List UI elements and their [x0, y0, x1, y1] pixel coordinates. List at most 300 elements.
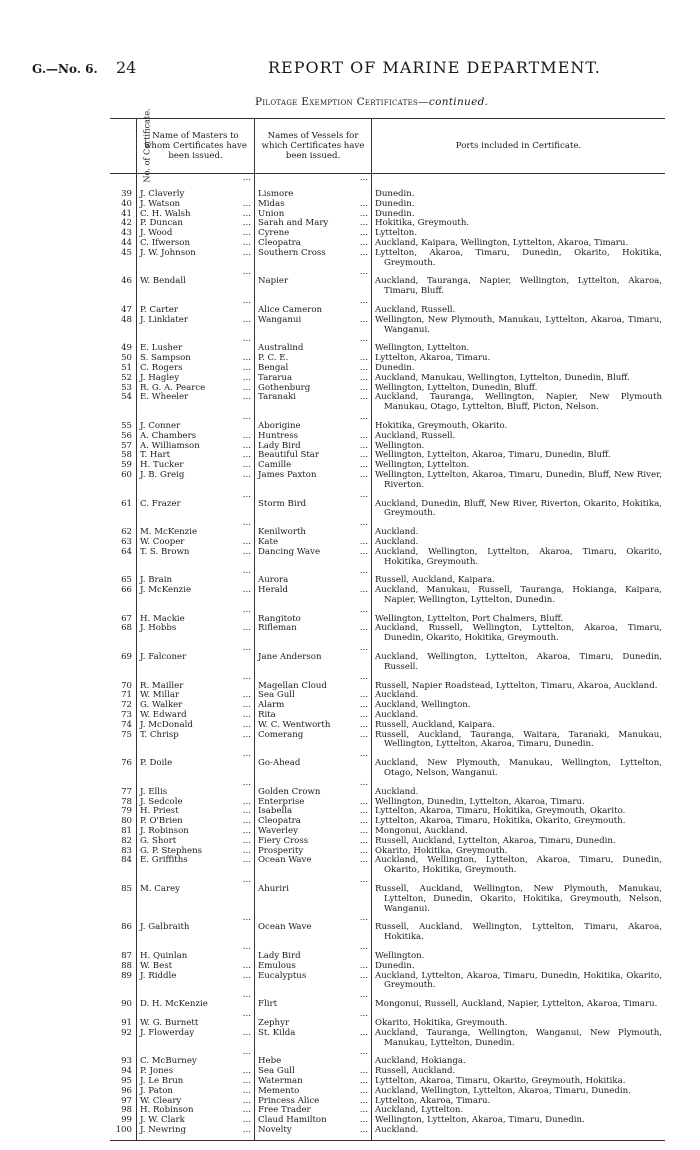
table-row: [110, 519, 665, 538]
leader-dots: ...: [242, 835, 251, 846]
table-row: [110, 586, 665, 606]
leader-dots: ...: [242, 777, 251, 788]
certificate-number: 80: [110, 817, 137, 827]
leader-dots: ...: [359, 1085, 368, 1096]
vessel-cell: [255, 943, 372, 962]
ports-text: Hokitika, Greymouth.: [375, 218, 470, 229]
leader-dots: ...: [242, 960, 251, 971]
leader-dots: ...: [359, 1115, 368, 1126]
master-name: J. Sedcole: [140, 796, 183, 807]
certificate-number: 93: [110, 1048, 137, 1067]
leader-dots: ...: [242, 411, 251, 422]
leader-dots: ...: [359, 518, 368, 529]
leader-dots: ...: [359, 700, 368, 711]
master-name: J. Le Brun: [140, 1075, 184, 1086]
vessel-name: Jane Anderson: [258, 652, 322, 663]
vessel-cell: [255, 972, 372, 992]
ports-text: Lyttelton.: [375, 228, 418, 239]
ports-cell: [372, 943, 666, 962]
master-cell: [137, 335, 255, 354]
leader-dots: ...: [359, 806, 368, 817]
ports-cell: [372, 413, 666, 432]
ports-cell: [372, 779, 666, 798]
master-name: C. Frazer: [140, 498, 181, 509]
leader-dots: ...: [242, 990, 251, 1001]
table-row: [110, 673, 665, 692]
vessel-name: Enterprise: [258, 796, 305, 807]
vessel-name: Wanganui: [258, 314, 302, 325]
leader-dots: ...: [242, 826, 251, 837]
master-name: J. Hobbs: [140, 623, 177, 634]
table-row: [110, 491, 665, 520]
table-caption: [255, 96, 488, 108]
certificate-number: 69: [110, 644, 137, 673]
leader-dots: ...: [359, 1066, 368, 1077]
ports-cell: [372, 519, 666, 538]
certificate-number: 75: [110, 731, 137, 751]
leader-dots: ...: [359, 826, 368, 837]
ports-text: Wellington, Lyttelton, Akaroa, Timaru, Dunedin, Bluff, New River, Riverton.: [375, 469, 662, 490]
leader-dots: ...: [242, 1047, 251, 1058]
leader-dots: ...: [242, 566, 251, 577]
vessel-name: Waterman: [258, 1075, 303, 1086]
ports-text: Auckland.: [375, 786, 419, 797]
master-name: W. Millar: [140, 690, 180, 701]
master-cell: [137, 393, 255, 413]
vessel-name: Waverley: [258, 826, 298, 837]
leader-dots: ...: [359, 411, 368, 422]
certificate-number: 85: [110, 876, 137, 914]
leader-dots: ...: [242, 460, 251, 471]
ports-text: Russell, Auckland.: [375, 1066, 456, 1077]
master-name: P. Doile: [140, 758, 173, 769]
leader-dots: ...: [242, 845, 251, 856]
ports-cell: [372, 393, 666, 413]
leader-dots: ...: [359, 450, 368, 461]
vessel-name: Magellan Cloud: [258, 680, 327, 691]
vessel-cell: [255, 297, 372, 316]
table-row: [110, 297, 665, 316]
certificate-number: 65: [110, 567, 137, 586]
vessel-name: Flirt: [258, 999, 278, 1010]
ports-text: Russell, Auckland, Kaipara.: [375, 719, 495, 730]
vessel-name: Kenilworth: [258, 527, 306, 538]
page-number: 24: [116, 58, 137, 77]
vessel-cell: [255, 991, 372, 1010]
leader-dots: ...: [359, 1105, 368, 1116]
master-cell: [137, 548, 255, 568]
master-name: W. Cooper: [140, 536, 185, 547]
leader-dots: ...: [242, 440, 251, 451]
leader-dots: ...: [242, 334, 251, 345]
ports-text: Russell, Auckland, Lyttelton, Akaroa, Timaru, Dunedin.: [375, 835, 616, 846]
vessel-cell: [255, 624, 372, 644]
master-cell: [137, 876, 255, 914]
table-row: [110, 567, 665, 586]
ports-text: Dunedin.: [375, 189, 415, 199]
leader-dots: ...: [359, 546, 368, 557]
master-name: J. Linklater: [140, 314, 188, 325]
master-name: C. Ifwerson: [140, 237, 190, 248]
certificate-number: 41: [110, 210, 137, 220]
certificate-number: 68: [110, 624, 137, 644]
leader-dots: ...: [359, 816, 368, 827]
leader-dots: ...: [242, 198, 251, 209]
leader-dots: ...: [242, 518, 251, 529]
leader-dots: ...: [242, 430, 251, 441]
leader-dots: ...: [359, 314, 368, 325]
ports-text: Auckland.: [375, 710, 419, 721]
ports-text: Wellington, Lyttelton.: [375, 460, 470, 471]
certificate-number: 72: [110, 701, 137, 711]
ports-text: Auckland.: [375, 690, 419, 701]
table-row: [110, 943, 665, 962]
master-name: W. Best: [140, 960, 173, 971]
vessel-cell: [255, 1010, 372, 1029]
table-row: [110, 316, 665, 336]
column-header-number: No. of Certificate.: [110, 119, 137, 174]
vessel-name: Ocean Wave: [258, 922, 312, 933]
master-name: W. Edward: [140, 710, 187, 721]
master-cell: [137, 316, 255, 336]
master-name: J. Riddle: [140, 970, 177, 981]
ports-text: Dunedin.: [375, 198, 415, 209]
ports-text: Hokitika, Greymouth, Okarito.: [375, 420, 508, 431]
ports-cell: [372, 1126, 666, 1140]
leader-dots: ...: [242, 267, 251, 278]
certificate-number: 45: [110, 249, 137, 269]
ports-text: Wellington, New Plymouth, Manukau, Lyttelton, Akaroa, Timaru, Wanganui.: [375, 314, 662, 335]
leader-dots: ...: [242, 372, 251, 383]
leader-dots: ...: [242, 942, 251, 952]
master-name: E. Griffiths: [140, 855, 188, 866]
vessel-name: Sarah and Mary: [258, 218, 329, 229]
table-row: [110, 856, 665, 876]
leader-dots: ...: [359, 1075, 368, 1086]
vessel-name: Aborigine: [258, 420, 301, 431]
ports-text: Wellington, Lyttelton.: [375, 343, 470, 354]
leader-dots: ...: [242, 806, 251, 817]
ports-cell: [372, 335, 666, 354]
leader-dots: ...: [242, 295, 251, 306]
master-name: E. Wheeler: [140, 392, 189, 403]
vessel-name: Rangitoto: [258, 613, 301, 624]
vessel-cell: [255, 876, 372, 914]
leader-dots: ...: [242, 700, 251, 711]
leader-dots: ...: [242, 1066, 251, 1077]
ports-cell: [372, 491, 666, 520]
ports-text: Auckland, Kaipara, Wellington, Lyttelton, Akaroa, Timaru.: [375, 237, 629, 248]
vessel-name: Cleopatra: [258, 816, 301, 827]
table-row: [110, 644, 665, 673]
leader-dots: ...: [359, 295, 368, 306]
table-row: [110, 624, 665, 644]
leader-dots: ...: [242, 585, 251, 596]
ports-cell: [372, 567, 666, 586]
vessel-cell: [255, 644, 372, 673]
leader-dots: ...: [359, 536, 368, 547]
leader-dots: ...: [242, 690, 251, 701]
certificate-number: 56: [110, 432, 137, 442]
ports-text: Russell, Auckland, Kaipara.: [375, 575, 495, 586]
certificate-number: 53: [110, 384, 137, 394]
leader-dots: ...: [242, 1095, 251, 1106]
certificate-number: 42: [110, 219, 137, 229]
certificate-number: 73: [110, 711, 137, 721]
certificate-number: 49: [110, 335, 137, 354]
master-name: J. B. Greig: [140, 469, 185, 480]
ports-text: Lyttelton, Akaroa, Timaru, Dunedin, Okarito, Hokitika, Greymouth.: [375, 247, 662, 268]
table-body: [110, 174, 665, 1141]
vessel-name: Gothenburg: [258, 382, 311, 393]
leader-dots: ...: [359, 942, 368, 952]
leader-dots: ...: [242, 729, 251, 740]
certificate-number: 62: [110, 519, 137, 538]
ports-cell: [372, 200, 666, 210]
leader-dots: ...: [242, 489, 251, 500]
vessel-name: Claud Hamilton: [258, 1115, 327, 1126]
table-row: [110, 1126, 665, 1140]
leader-dots: ...: [359, 228, 368, 239]
master-name: W. G. Burnett: [140, 1017, 199, 1028]
vessel-name: Hebe: [258, 1056, 282, 1067]
leader-dots: ...: [242, 1115, 251, 1126]
leader-dots: ...: [359, 440, 368, 451]
vessel-name: P. C. E.: [258, 353, 289, 364]
vessel-cell: [255, 673, 372, 692]
vessel-cell: [255, 393, 372, 413]
vessel-name: Southern Cross: [258, 247, 326, 258]
vessel-cell: [255, 471, 372, 491]
vessel-name: Memento: [258, 1085, 300, 1096]
ports-text: Russell, Auckland, Tauranga, Waitara, Taranaki, Manukau, Wellington, Lyttelton, Akaroa, Timaru, Dunedin.: [375, 729, 662, 750]
vessel-name: Fiery Cross: [258, 835, 309, 846]
master-cell: [137, 731, 255, 751]
vessel-cell: [255, 914, 372, 943]
certificate-number: 44: [110, 239, 137, 249]
leader-dots: ...: [242, 749, 251, 760]
master-name: J. Paton: [140, 1085, 173, 1096]
ports-cell: [372, 1029, 666, 1049]
master-cell: [137, 586, 255, 606]
vessel-cell: [255, 1048, 372, 1067]
ports-text: Russell, Auckland, Wellington, New Plymouth, Manukau, Lyttelton, Dunedin, Okarito, Hokitika, Greymouth, Nelson, Wanganui.: [375, 884, 662, 914]
vessel-name: Tararua: [258, 372, 293, 383]
leader-dots: ...: [359, 1027, 368, 1038]
ports-cell: [372, 316, 666, 336]
leader-dots: ...: [242, 392, 251, 403]
document-reference: G.—No. 6.: [32, 62, 98, 76]
master-cell: [137, 606, 255, 625]
leader-dots: ...: [359, 198, 368, 209]
table-row: [110, 268, 665, 297]
vessel-cell: [255, 316, 372, 336]
certificate-number: 99: [110, 1116, 137, 1126]
master-cell: [137, 491, 255, 520]
vessel-name: Ocean Wave: [258, 855, 312, 866]
leader-dots: ...: [242, 450, 251, 461]
ports-text: Auckland, Manukau, Russell, Tauranga, Hokianga, Kaipara, Napier, Wellington, Lyttelton, Dunedin.: [375, 585, 662, 605]
vessel-name: Comerang: [258, 729, 304, 740]
vessel-name: Union: [258, 208, 285, 219]
table-row: [110, 393, 665, 413]
leader-dots: ...: [359, 1124, 368, 1135]
vessel-cell: [255, 491, 372, 520]
leader-dots: ...: [242, 719, 251, 730]
ports-cell: [372, 856, 666, 876]
leader-dots: ...: [242, 237, 251, 248]
table-row: [110, 413, 665, 432]
ports-text: Wellington.: [375, 951, 425, 961]
ports-text: Russell, Napier Roadstead, Lyttelton, Timaru, Akaroa, Auckland.: [375, 680, 658, 691]
ports-cell: [372, 914, 666, 943]
master-cell: [137, 673, 255, 692]
vessel-name: W. C. Wentworth: [258, 719, 331, 730]
ports-text: Auckland, Lyttelton.: [375, 1105, 464, 1116]
certificate-number: 70: [110, 673, 137, 692]
ports-cell: [372, 644, 666, 673]
leader-dots: ...: [359, 1095, 368, 1106]
certificate-number: 57: [110, 442, 137, 452]
ports-cell: [372, 731, 666, 751]
vessel-name: Golden Crown: [258, 786, 321, 797]
ports-text: Auckland.: [375, 536, 419, 547]
table-row: [110, 1010, 665, 1029]
leader-dots: ...: [359, 1047, 368, 1058]
ports-text: Wellington, Lyttelton, Akaroa, Timaru, Dunedin, Bluff.: [375, 450, 611, 461]
ports-text: Auckland.: [375, 1124, 419, 1135]
vessel-name: Rifleman: [258, 623, 297, 634]
ports-cell: [372, 972, 666, 992]
master-name: T. S. Brown: [140, 546, 190, 557]
table-row: [110, 779, 665, 798]
vessel-cell: [255, 567, 372, 586]
vessel-name: Sea Gull: [258, 1066, 295, 1077]
master-name: J. Newring: [140, 1124, 187, 1135]
ports-text: Auckland, Wellington, Lyttelton, Akaroa, Timaru, Dunedin, Okarito, Hokitika, Greymouth.: [375, 855, 662, 876]
master-name: J. Brain: [140, 575, 173, 586]
leader-dots: ...: [359, 777, 368, 788]
leader-dots: ...: [359, 430, 368, 441]
certificate-number: 64: [110, 548, 137, 568]
certificate-number: 60: [110, 471, 137, 491]
leader-dots: ...: [242, 1105, 251, 1116]
master-name: J. Claverly: [140, 189, 185, 199]
master-name: J. Falconer: [140, 652, 187, 663]
ports-cell: [372, 268, 666, 297]
vessel-name: Huntress: [258, 430, 299, 441]
certificate-number: 51: [110, 364, 137, 374]
certificate-number: 98: [110, 1106, 137, 1116]
ports-text: Wellington, Dunedin, Lyttelton, Akaroa, Timaru.: [375, 796, 585, 807]
certificate-number: 48: [110, 316, 137, 336]
certificate-number: 78: [110, 798, 137, 808]
master-name: M. McKenzie: [140, 527, 198, 538]
master-name: R. Mailler: [140, 680, 184, 691]
master-name: J. Galbraith: [140, 922, 190, 933]
vessel-name: Camille: [258, 460, 292, 471]
master-name: D. H. McKenzie: [140, 999, 208, 1010]
master-name: H. Quinlan: [140, 951, 188, 961]
vessel-cell: [255, 335, 372, 354]
ports-text: Russell, Auckland, Wellington, Lyttelton, Timaru, Akaroa, Hokitika.: [375, 922, 662, 943]
vessel-cell: [255, 586, 372, 606]
vessel-cell: [255, 548, 372, 568]
ports-text: Okarito, Hokitika, Greymouth.: [375, 1017, 508, 1028]
master-name: W. Bendall: [140, 276, 186, 287]
leader-dots: ...: [242, 469, 251, 480]
leader-dots: ...: [359, 970, 368, 981]
ports-text: Wellington, Lyttelton, Port Chalmers, Bluff.: [375, 613, 564, 624]
ports-text: Lyttelton, Akaroa, Timaru.: [375, 353, 491, 364]
master-cell: [137, 972, 255, 992]
leader-dots: ...: [359, 237, 368, 248]
leader-dots: ...: [242, 1008, 251, 1019]
ports-text: Auckland, Hokianga.: [375, 1056, 466, 1067]
ports-text: Auckland, Wellington, Lyttelton, Akaroa, Timaru, Dunedin.: [375, 1085, 631, 1096]
certificate-number: 90: [110, 991, 137, 1010]
leader-dots: ...: [242, 218, 251, 229]
master-name: J. Conner: [140, 420, 181, 431]
vessel-name: Lady Bird: [258, 440, 301, 451]
vessel-name: Isabella: [258, 806, 293, 817]
vessel-name: Lismore: [258, 189, 294, 199]
leader-dots: ...: [242, 382, 251, 393]
vessel-cell: [255, 731, 372, 751]
column-header-vessel: Names of Vessels for which Certificates have been issued.: [255, 119, 372, 174]
master-name: C. Rogers: [140, 362, 183, 373]
certificate-number: 95: [110, 1077, 137, 1087]
certificate-number: 86: [110, 914, 137, 943]
master-cell: [137, 779, 255, 798]
table-row: [110, 876, 665, 914]
leader-dots: ...: [242, 875, 251, 886]
certificate-number: 81: [110, 827, 137, 837]
ports-text: Auckland, Tauranga, Napier, Wellington, Lyttelton, Akaroa, Timaru, Bluff.: [375, 276, 662, 297]
vessel-cell: [255, 413, 372, 432]
ports-cell: [372, 174, 666, 200]
table-row: [110, 174, 665, 200]
ports-text: Auckland.: [375, 527, 419, 538]
ports-text: Lyttelton, Akaroa, Timaru, Okarito, Greymouth, Hokitika.: [375, 1075, 626, 1086]
certificate-number: 76: [110, 750, 137, 779]
leader-dots: ...: [359, 835, 368, 846]
vessel-name: James Paxton: [258, 469, 317, 480]
vessel-name: Novelty: [258, 1124, 292, 1135]
leader-dots: ...: [359, 643, 368, 654]
master-cell: [137, 1126, 255, 1140]
leader-dots: ...: [359, 173, 368, 183]
leader-dots: ...: [242, 816, 251, 827]
leader-dots: ...: [359, 469, 368, 480]
master-cell: [137, 567, 255, 586]
ports-text: Wellington, Lyttelton, Akaroa, Timaru, Dunedin.: [375, 1115, 585, 1126]
vessel-name: Eucalyptus: [258, 970, 307, 981]
leader-dots: ...: [242, 536, 251, 547]
caption-continued: —continued.: [418, 96, 489, 108]
master-cell: [137, 750, 255, 779]
leader-dots: ...: [359, 913, 368, 924]
leader-dots: ...: [359, 372, 368, 383]
vessel-cell: [255, 249, 372, 269]
leader-dots: ...: [359, 990, 368, 1001]
leader-dots: ...: [242, 643, 251, 654]
vessel-cell: [255, 268, 372, 297]
vessel-name: Dancing Wave: [258, 546, 321, 557]
leader-dots: ...: [359, 353, 368, 364]
ports-cell: [372, 750, 666, 779]
leader-dots: ...: [359, 585, 368, 596]
